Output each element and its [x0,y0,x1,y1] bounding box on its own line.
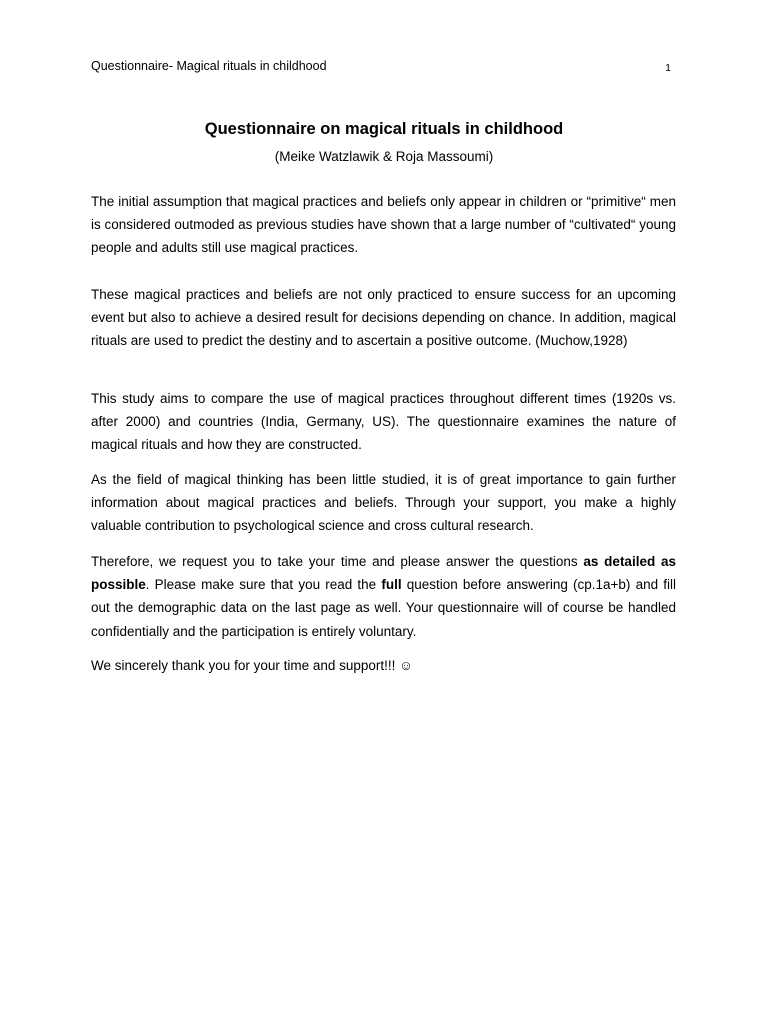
paragraph-request [91,550,676,643]
request-text-3: question before answering (cp.1a+b) and fill out the demographic data on the last page as well. Your questionnaire will of course be handled confidentially and the participation is entirely voluntary. [91,577,676,639]
document-title: Questionnaire on magical rituals in childhood [204,120,564,138]
request-text-2: . Please make sure that you read the [145,577,382,593]
request-text-1: Therefore, we request you to take your time and please answer the questions [91,554,584,569]
request-emphasis-full: full [381,577,402,593]
running-header [91,57,677,75]
running-title: Questionnaire- Magical rituals in childhood [91,59,327,73]
paragraph-practices: These magical practices and beliefs are not only practiced to ensure success for an upcoming event but also to achieve a desired result for decisions depending on chance. In addition, magical rituals are used to predict the destiny and to ascertain a positive outcome. (Muchow,1928) [91,287,676,349]
document-authors: (Meike Watzlawik & Roja Massoumi) [274,149,494,164]
page-number: 1 [665,62,671,74]
paragraph-initial-assumption: The initial assumption that magical practices and beliefs only appear in children or “primitive“ men is considered outmoded as previous studies have shown that a large number of “cultivated“ young people and adults still use magical practices. [91,194,676,256]
paragraph-study-aims: This study aims to compare the use of magical practices throughout different times (1920s vs. after 2000) and countries (India, Germany, US). The questionnaire examines the nature of magical rituals and how they are constructed. [91,391,676,453]
closing-thanks: We sincerely thank you for your time and support!!! ☺ [91,658,413,673]
paragraph-field-importance: As the field of magical thinking has been little studied, it is of great importance to gain further information about magical practices and beliefs. Through your support, you make a highly valuable contribution to psychological science and cross cultural research. [91,472,676,534]
request-emphasis-detailed: as detailed as possible [91,554,676,593]
